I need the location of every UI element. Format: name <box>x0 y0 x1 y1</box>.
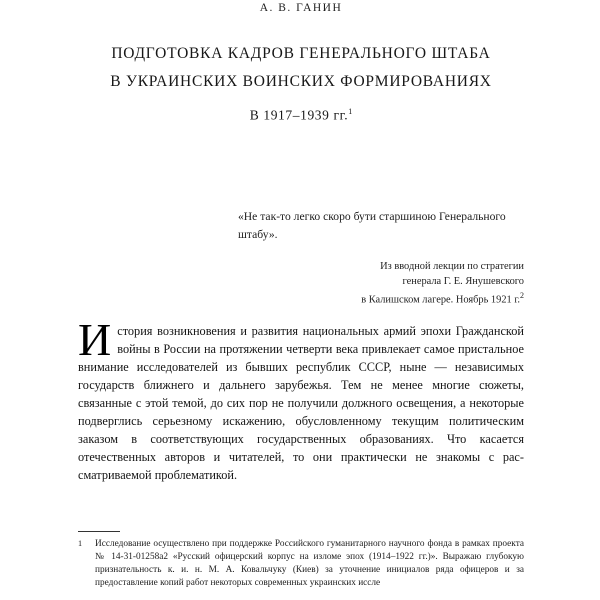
author-name: А. В. ГАНИН <box>259 2 343 14</box>
drop-cap: И <box>78 314 112 365</box>
body-paragraph-text: стория возникновения и развития национальных армий эпохи Гражданской войны в России на протяжении четверти века привлекает самое пристальное внимание исследователей из бывших республик СССР, ныне — независимых государств ближнего и дальнего зарубежья. Тем не менее многие сюжеты, связанные с этой темой, до сих пор не получили должного освещения, а некоторые подверглись серьезному искажению, обусловленному текущим политическим заказом в соответствующих государственных образованиях. Что касается отечественных авторов и читателей, то они практически не знакомы с рассматриваемой проблематикой. <box>78 324 524 483</box>
epigraph-attribution-line-1: Из вводной лекции по стратегии <box>380 261 524 272</box>
title-line-3-wrapper <box>60 99 542 129</box>
footnote-1 <box>78 537 524 590</box>
epigraph <box>238 208 524 308</box>
footnote-separator-rule <box>78 531 120 532</box>
article-title <box>60 40 542 129</box>
footnote-number: 1 <box>78 539 83 548</box>
epigraph-attribution-line-3-wrapper <box>238 289 524 308</box>
epigraph-footnote-marker: 2 <box>520 291 524 300</box>
footnote-text: Исследование осуществлено при поддержке Российского гуманитарного научного фонда в рамках проекта № 14-31-01258а2 «Русский офицерский корпус на изломе эпох (1914–1922 гг.)». Выражаю глубокую признательность к. и. н. М. А. Ковальчуку (Киев) за уточнение инициалов ряда офицеров и за предоставление копий работ некоторых современных украинских иссле <box>95 539 524 589</box>
epigraph-quote: «Не так-то легко скоро бути старшиною Генерального штабу». <box>238 210 506 241</box>
title-line-1: ПОДГОТОВКА КАДРОВ ГЕНЕРАЛЬНОГО ШТАБА <box>111 45 491 62</box>
title-line-3: В 1917–1939 гг. <box>249 107 349 123</box>
title-line-2: В УКРАИНСКИХ ВОИНСКИХ ФОРМИРОВАНИЯХ <box>110 73 492 90</box>
epigraph-attribution-line-3: в Калишском лагере. Ноябрь 1921 г. <box>361 294 520 306</box>
title-footnote-marker: 1 <box>348 107 353 116</box>
body-paragraph <box>78 314 524 484</box>
epigraph-attribution <box>238 260 524 308</box>
epigraph-attribution-line-2: генерала Г. Е. Янушевского <box>402 275 524 287</box>
